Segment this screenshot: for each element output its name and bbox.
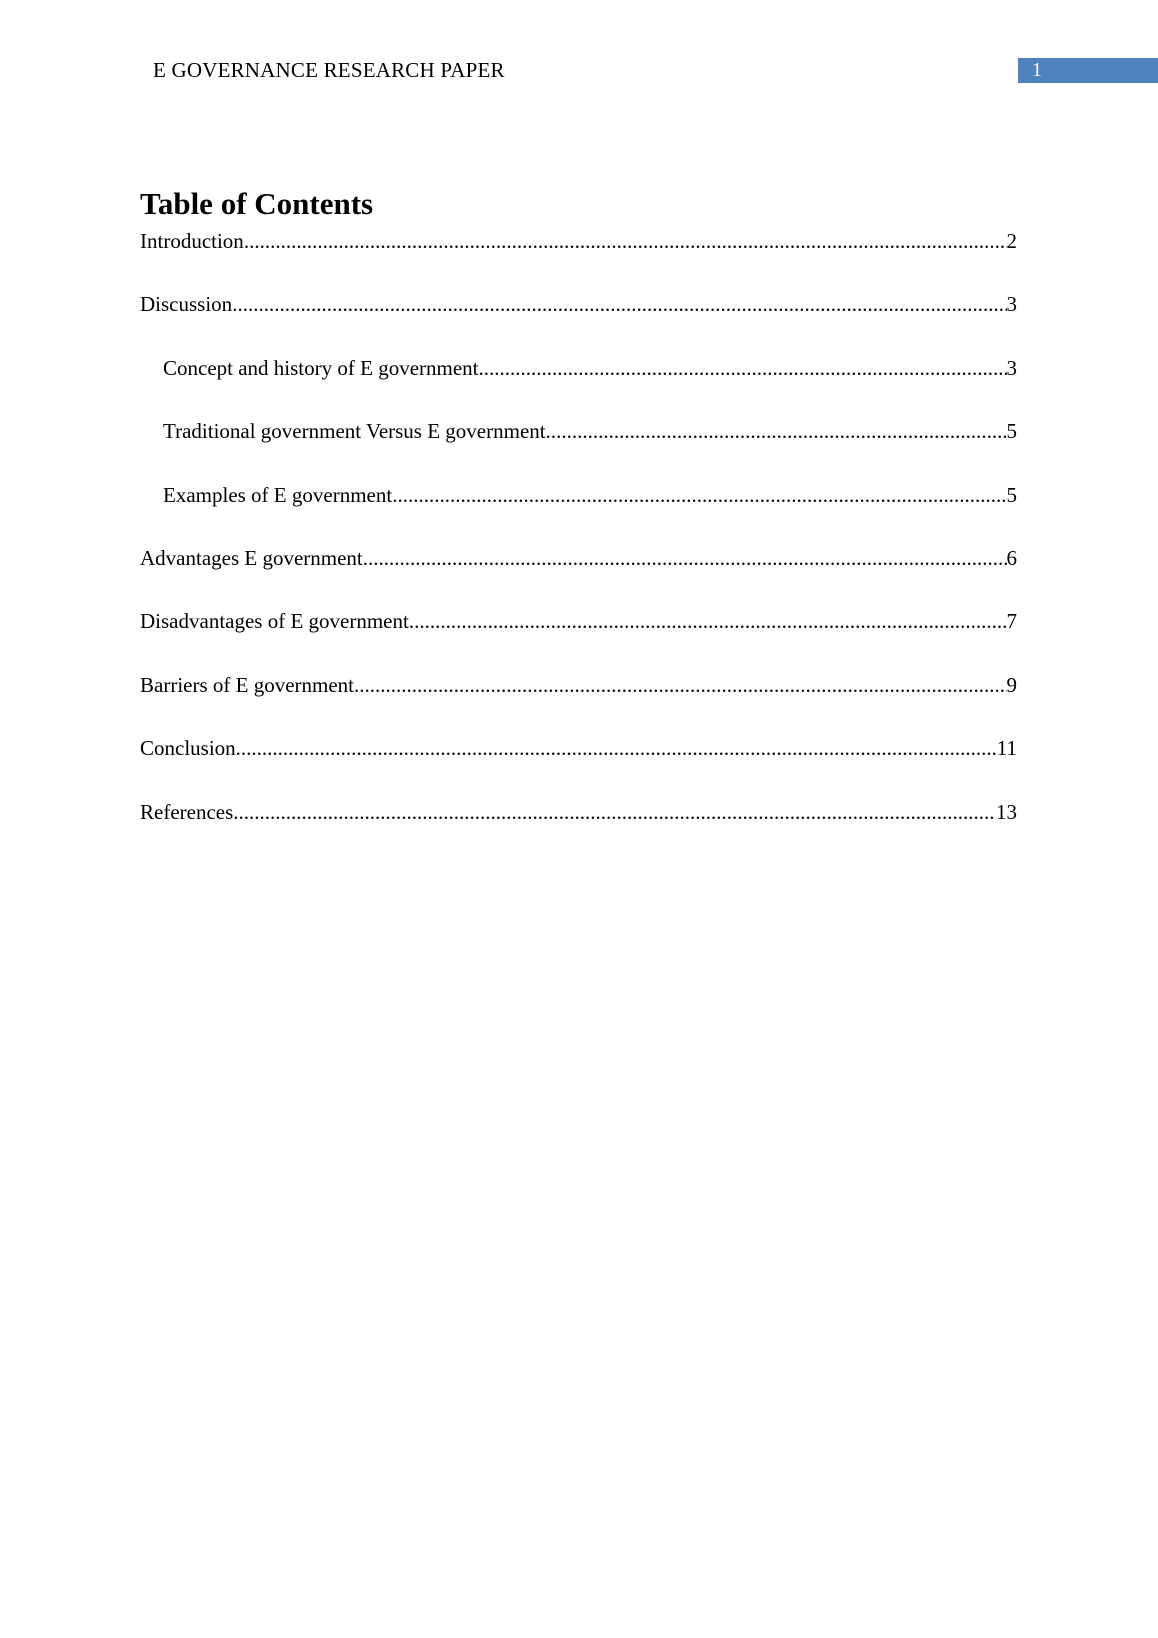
toc-entry-page: 5 <box>1006 419 1017 444</box>
toc-entry-label: Discussion <box>140 292 233 317</box>
toc-entry-page: 6 <box>1006 545 1017 570</box>
toc-entry-page: 13 <box>996 799 1017 824</box>
toc-entry-label: Barriers of E government <box>140 672 355 697</box>
toc-entry-label: Introduction <box>140 229 244 253</box>
toc-entry-advantages[interactable] <box>140 543 1017 606</box>
toc-entry-traditional-vs-e[interactable] <box>140 416 1017 479</box>
toc-dot-leader <box>546 416 1007 446</box>
toc-entry-examples[interactable] <box>140 480 1017 543</box>
toc-heading: Table of Contents <box>140 186 374 221</box>
toc-entry-introduction[interactable] <box>140 226 1017 289</box>
toc-entry-label: Advantages E government <box>140 545 363 570</box>
toc-entry-disadvantages[interactable] <box>140 606 1017 669</box>
toc-entry-page: 11 <box>996 736 1017 761</box>
toc-entry-page: 9 <box>1006 672 1017 697</box>
toc-dot-leader <box>354 670 1006 700</box>
toc-entry-page: 2 <box>1006 229 1017 253</box>
toc-entry-conclusion[interactable] <box>140 733 1017 796</box>
toc-entry-concept-history[interactable] <box>140 353 1017 416</box>
toc-entry-barriers[interactable] <box>140 670 1017 733</box>
toc-dot-leader <box>244 226 1007 256</box>
toc-entry-label: Conclusion <box>140 736 236 761</box>
toc-entry-page: 3 <box>1006 292 1017 317</box>
toc-entry-page: 7 <box>1006 609 1017 634</box>
toc-dot-leader <box>479 353 1007 383</box>
toc-dot-leader <box>236 733 997 763</box>
toc-entry-label: Disadvantages of E government <box>140 609 409 634</box>
toc-entry-page: 3 <box>1006 355 1017 380</box>
running-header-title: E GOVERNANCE RESEARCH PAPER <box>153 58 505 82</box>
toc-entry-label: Traditional government Versus E government <box>163 419 546 444</box>
toc-entry-label: References <box>140 799 234 824</box>
page-number-badge: 1 <box>1018 58 1158 83</box>
toc-dot-leader <box>233 797 996 827</box>
toc-entry-page: 5 <box>1006 482 1017 507</box>
toc-dot-leader <box>363 543 1007 573</box>
toc-entry-label: Examples of E government <box>163 482 393 507</box>
toc-dot-leader <box>232 289 1006 319</box>
toc-entry-references[interactable] <box>140 797 1017 860</box>
toc-entry-label: Concept and history of E government <box>163 355 479 380</box>
toc-dot-leader <box>392 480 1006 510</box>
toc-list <box>140 226 1017 860</box>
toc-dot-leader <box>409 606 1007 636</box>
toc-entry-discussion[interactable] <box>140 289 1017 352</box>
